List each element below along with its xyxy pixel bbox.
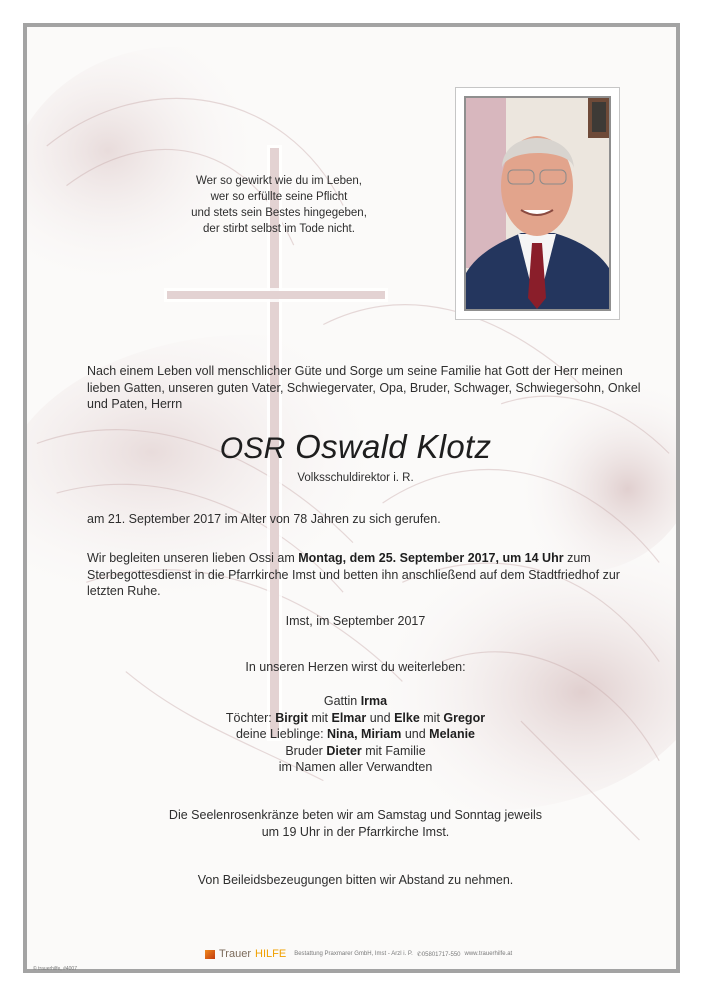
name-prefix: OSR [219,432,286,465]
mourner-name: Birgit [275,710,308,725]
place-date: Imst, im September 2017 [285,614,426,628]
poem-line: wer so erfüllte seine Pflicht [210,191,348,203]
funeral-text: Wir begleiten unseren lieben Ossi am [87,551,299,565]
footer-company: Bestattung Praxmarer GmbH, Imst - Arzl i. P. [294,951,413,957]
parte-card [23,23,680,973]
intro-paragraph: Nach einem Leben voll menschlicher Güte und Sorge um seine Familie hat Gott der Herr meinen lieben Gatten, unseren guten Vater, Schwiegervater, Opa, Bruder, Schwager, Schwiegersohn, Onkel und Paten, Herrn [87,364,641,411]
mourner-name: Elmar [331,710,367,725]
poem-line: der stirbt selbst im Tode nicht. [203,223,355,235]
rosary-info [27,807,680,840]
rosary-line: Die Seelenrosenkränze beten wir am Samstag und Sonntag jeweils [168,808,543,822]
label: mit [307,710,332,725]
family-relatives: im Namen aller Verwandten [278,760,433,774]
family-list [27,693,680,776]
family-wife [27,693,680,710]
heart-line: In unseren Herzen wirst du weiterleben: [245,660,466,674]
poem-line: und stets sein Bestes hingegeben, [191,207,367,219]
portrait-photo [464,96,611,311]
footer-phone: ✆05801717-550 [416,951,461,958]
label: Töchter: [225,710,276,725]
family-daughters [27,710,680,727]
family-grandchildren [27,726,680,743]
name-full: Oswald Klotz [295,428,492,465]
poem-line: Wer so gewirkt wie du im Leben, [196,175,362,187]
label: mit [419,710,444,725]
label: Gattin [323,694,361,708]
funeral-date: Montag, dem 25. September 2017, um 14 Uhr [298,551,564,565]
poem [159,173,399,237]
logo-text-trauer: Trauer [219,948,251,960]
funeral-info [87,550,647,600]
condolences-note: Von Beileidsbezeugungen bitten wir Abstand zu nehmen. [197,873,514,887]
trauerhilfe-logo-icon [205,950,215,959]
label: und [366,710,395,725]
label: Bruder [285,743,327,758]
logo-text-hilfe: HILFE [255,948,287,960]
mourner-name: Gregor [443,710,486,725]
cross-horizontal-bar [167,291,385,299]
footer-website[interactable]: www.trauerhilfe.at [464,951,513,957]
mourner-name: Irma [360,694,388,708]
mourner-name: Nina, Miriam [327,727,402,741]
copyright-note: © trauerhilfe, #4007 [33,966,77,972]
rosary-line: um 19 Uhr in der Pfarrkirche Imst. [261,824,450,839]
death-notice: am 21. September 2017 im Alter von 78 Jahren zu sich gerufen. [87,512,441,526]
label: mit Familie [361,743,426,758]
mourner-name: Melanie [429,727,476,741]
label: deine Lieblinge: [235,727,328,741]
portrait-illustration [466,98,609,309]
deceased-name [27,427,680,469]
portrait-frame [455,87,620,320]
deceased-title: Volksschuldirektor i. R. [297,472,414,484]
label: und [401,727,430,741]
footer [205,947,512,961]
mourner-name: Elke [394,710,420,725]
funeral-text: zum Sterbegottesdienst in die Pfarrkirche Imst und betten ihn anschließend auf dem Stadtfriedhof zur letzten Ruhe. [87,551,620,598]
mourner-name: Dieter [326,743,362,758]
family-brother [27,743,680,760]
